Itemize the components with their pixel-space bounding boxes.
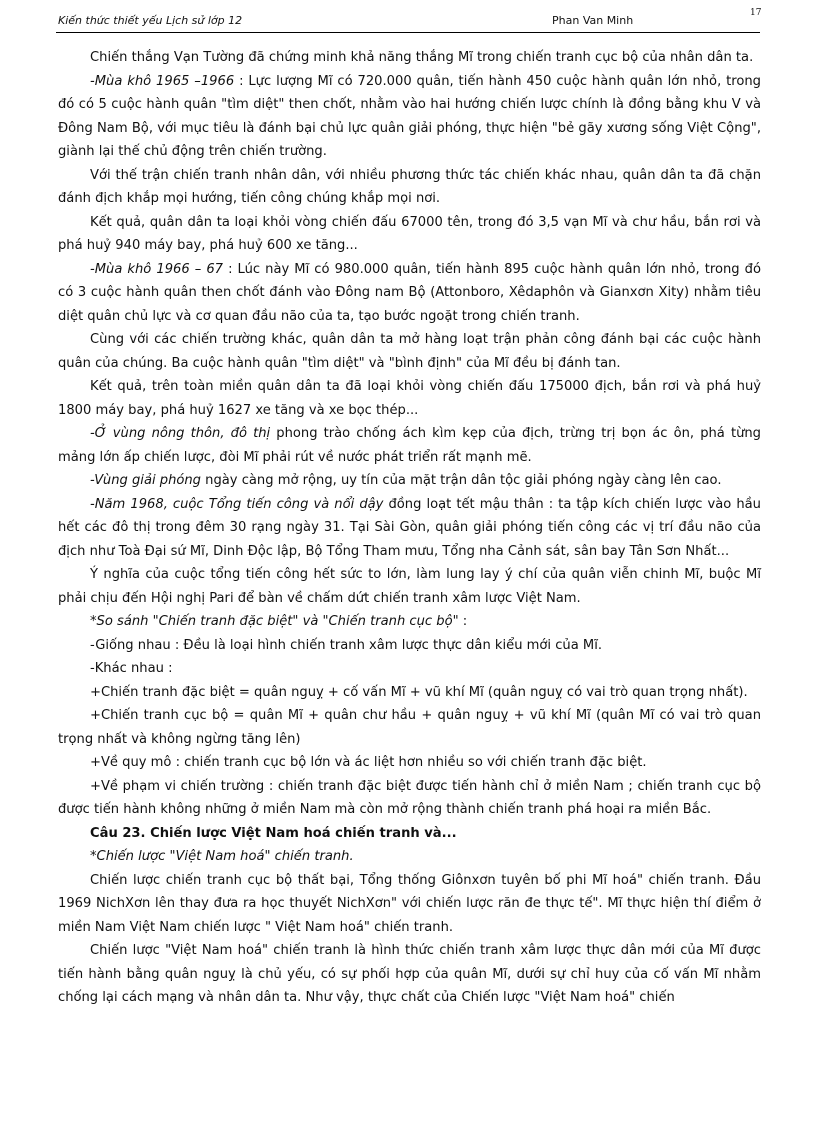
paragraph: Ý nghĩa của cuộc tổng tiến công hết sức to lớn, làm lung lay ý chí của quân viễn chinh Mĩ, buộc Mĩ phải chịu đến Hội nghị Pari để bàn về chấm dứt chiến tranh xâm lược Việt Nam. (58, 567, 761, 606)
paragraph: +Về phạm vi chiến trường : chiến tranh đặc biệt được tiến hành chỉ ở miền Nam ; chiến tranh cục bộ được tiến hành không những ở miền Nam mà còn mở rộng thành chiến tranh phá hoại ra miền Bắc. (58, 778, 761, 817)
paragraph: -Năm 1968, cuộc Tổng tiến công và nổi dậy đồng loạt tết mậu thân : ta tập kích chiến lược vào hầu hết các đô thị trong đêm 30 rạng ngày 31. Tại Sài Gòn, quân giải phóng tiến công các vị trí đầu não của địch như Toà Đại sứ Mĩ, Dinh Độc lập, Bộ Tổng Tham mưu, Tổng nha Cảnh sát, sân bay Tân Sơn Nhất... (58, 496, 761, 559)
paragraph: Kết quả, trên toàn miền quân dân ta đã loại khỏi vòng chiến đấu 175000 địch, bắn rơi và phá huỷ 1800 máy bay, phá huỷ 1627 xe tăng và xe bọc thép... (58, 379, 761, 418)
paragraph: Chiến lược chiến tranh cục bộ thất bại, Tổng thống Giônxơn tuyên bố phi Mĩ hoá" chiến tranh. Đầu 1969 NichXơn lên thay đưa ra học thuyết NichXơn" với chiến lược răn đe thực tế". Mĩ thực hiện thí điểm ở miền Nam Việt Nam chiến lược " Việt Nam hoá" chiến tranh. (58, 872, 761, 935)
paragraph: Chiến thắng Vạn Tường đã chứng minh khả năng thắng Mĩ trong chiến tranh cục bộ của nhân dân ta. (90, 50, 754, 65)
comparison-heading: *So sánh "Chiến tranh đặc biệt" và "Chiến tranh cục bộ" : (90, 614, 468, 629)
paragraph: -Mùa khô 1965 –1966 : Lực lượng Mĩ có 720.000 quân, tiến hành 450 cuộc hành quân lớn nhỏ, trong đó có 5 cuộc hành quân "tìm diệt" then chốt, nhằm vào hai hướng chiến lược chính là đồng bằng khu V và Đông Nam Bộ, với mục tiêu là đánh bại chủ lực quân giải phóng, thực hiện "bẻ gãy xương sống Việt Cộng", giành lại thế chủ động trên chiến trường. (58, 73, 761, 159)
header-title: Kiến thức thiết yếu Lịch sử lớp 12 (58, 14, 243, 27)
paragraph: +Chiến tranh đặc biệt = quân nguỵ + cố vấn Mĩ + vũ khí Mĩ (quân nguỵ có vai trò quan trọng nhất). (90, 684, 748, 700)
paragraph: Cùng với các chiến trường khác, quân dân ta mở hàng loạt trận phản công đánh bại các cuộc hành quân của chúng. Ba cuộc hành quân "tìm diệt" và "bình định" của Mĩ đều bị đánh tan. (58, 332, 761, 371)
paragraph: -Giống nhau : Đều là loại hình chiến tranh xâm lược thực dân kiểu mới của Mĩ. (90, 637, 603, 653)
paragraph: +Về quy mô : chiến tranh cục bộ lớn và ác liệt hơn nhiều so với chiến tranh đặc biệt. (90, 755, 647, 770)
paragraph: -Vùng giải phóng ngày càng mở rộng, uy tín của mặt trận dân tộc giải phóng ngày càng lên cao. (90, 473, 722, 488)
paragraph: Chiến lược "Việt Nam hoá" chiến tranh là hình thức chiến tranh xâm lược thực dân mới của Mĩ được tiến hành bằng quân nguỵ là chủ yếu, có sự phối hợp của quân Mĩ, dưới sự chỉ huy của cố vấn Mĩ nhằm chống lại cách mạng và nhân dân ta. Như vậy, thực chất của Chiến lược "Việt Nam hoá" chiến (58, 943, 761, 1005)
section-heading: Câu 23. Chiến lược Việt Nam hoá chiến tranh và... (90, 825, 457, 841)
page-number: 17 (750, 8, 762, 18)
header-author: Phan Van Minh (552, 14, 634, 27)
document-body (58, 46, 761, 1010)
paragraph: +Chiến tranh cục bộ = quân Mĩ + quân chư hầu + quân nguỵ + vũ khí Mĩ (quân Mĩ có vai trò quan trọng nhất và không ngừng tăng lên) (58, 708, 761, 747)
paragraph: Với thế trận chiến tranh nhân dân, với nhiều phương thức tác chiến khác nhau, quân dân ta đã chặn đánh địch khắp mọi hướng, tiến công chúng khắp mọi nơi. (58, 167, 761, 206)
paragraph: -Mùa khô 1966 – 67 : Lúc này Mĩ có 980.000 quân, tiến hành 895 cuộc hành quân lớn nhỏ, trong đó có 3 cuộc hành quân then chốt đánh vào Đông nam Bộ (Attonboro, Xêdaphôn và Gianxơn Xity) nhằm tiêu diệt quân chủ lực và cơ quan đầu não của ta, tạo bước ngoặt trong chiến tranh. (58, 261, 761, 324)
paragraph: -Ở vùng nông thôn, đô thị phong trào chống ách kìm kẹp của địch, trừng trị bọn ác ôn, phá từng mảng lớn ấp chiến lược, đòi Mĩ phải rút về nước phát triển rất mạnh mẽ. (58, 426, 761, 465)
subsection-heading: *Chiến lược "Việt Nam hoá" chiến tranh. (90, 849, 354, 864)
page-header (56, 10, 760, 33)
paragraph: -Khác nhau : (90, 661, 173, 676)
paragraph: Kết quả, quân dân ta loại khỏi vòng chiến đấu 67000 tên, trong đó 3,5 vạn Mĩ và chư hầu, bắn rơi và phá huỷ 940 máy bay, phá huỷ 600 xe tăng... (58, 214, 761, 253)
